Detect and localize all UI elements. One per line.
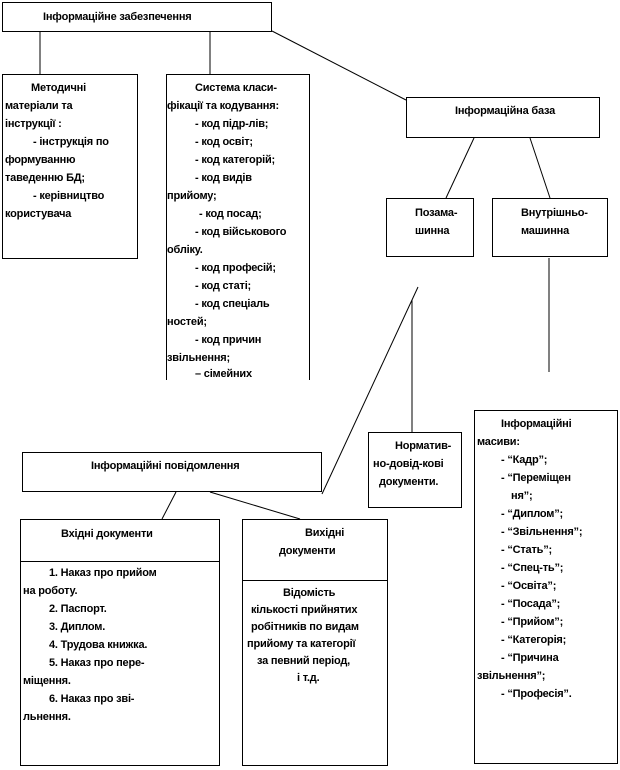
classification-line-4: - код освіт;: [195, 136, 253, 148]
inmachine-box: [492, 198, 608, 257]
input-docs-box: [20, 519, 220, 766]
inmachine-line-1: Внутрішньо-: [521, 207, 588, 219]
arrays-line-10: - “Освіта”;: [501, 580, 557, 592]
classification-line-10: обліку.: [167, 244, 203, 256]
input-docs-line-8: 6. Наказ про зві-: [49, 693, 135, 705]
arrays-line-7: - “Звільнення”;: [501, 526, 583, 538]
root-box: [2, 2, 272, 32]
methodical-line-4: - інструкція по: [33, 136, 109, 148]
normative-line-3: документи.: [379, 476, 439, 488]
arrays-line-9: - “Спец-ть”;: [501, 562, 564, 574]
classification-line-14: ностей;: [167, 316, 207, 328]
arrays-line-2: масиви:: [477, 436, 520, 448]
connector-messages-to-output: [210, 492, 300, 519]
offline-line-1: Позама-: [415, 207, 458, 219]
arrays-line-14: - “Причина: [501, 652, 559, 664]
methodical-line-2: матеріали та: [5, 100, 73, 112]
info-base-box: [406, 97, 600, 138]
classification-line-2: фікації та кодування:: [167, 100, 279, 112]
output-docs-line-4: прийому та категорії: [247, 638, 356, 650]
arrays-line-8: - “Стать”;: [501, 544, 552, 556]
classification-line-16: звільнення;: [167, 352, 230, 364]
input-docs-divider: [21, 561, 219, 562]
connector-info-base-to-offline: [446, 138, 474, 198]
methodical-line-6: таведенню БД;: [5, 172, 85, 184]
classification-line-11: - код професій;: [195, 262, 276, 274]
output-docs-title-1: Вихідні: [305, 527, 345, 539]
output-docs-line-5: за певний період,: [257, 655, 350, 667]
arrays-box: [474, 410, 618, 764]
input-docs-line-5: 4. Трудова книжка.: [49, 639, 148, 651]
classification-line-7: прийому;: [167, 190, 217, 202]
classification-line-17: – сімейних: [195, 368, 252, 380]
classification-line-5: - код категорій;: [195, 154, 275, 166]
input-docs-line-6: 5. Наказ про пере-: [49, 657, 145, 669]
input-docs-line-3: 2. Паспорт.: [49, 603, 107, 615]
messages-title: Інформаційні повідомлення: [91, 460, 240, 472]
methodical-line-5: формуванню: [5, 154, 76, 166]
classification-line-15: - код причин: [195, 334, 262, 346]
connector-messages-to-input: [162, 492, 176, 519]
arrays-line-1: Інформаційні: [501, 418, 572, 430]
input-docs-line-9: льнення.: [23, 711, 71, 723]
arrays-line-12: - “Прийом”;: [501, 616, 564, 628]
arrays-line-15: звільнення”;: [477, 670, 546, 682]
classification-line-8: - код посад;: [199, 208, 262, 220]
output-docs-line-6: і т.д.: [297, 672, 320, 684]
messages-box: [22, 452, 322, 492]
output-docs-box: [242, 519, 388, 766]
info-base-title: Інформаційна база: [455, 105, 556, 117]
output-docs-line-1: Відомість: [283, 587, 336, 599]
input-docs-line-2: на роботу.: [23, 585, 78, 597]
classification-line-6: - код видів: [195, 172, 252, 184]
output-docs-line-2: кількості прийнятих: [251, 604, 358, 616]
classification-line-12: - код статі;: [195, 280, 252, 292]
connector-info-base-to-inmachine: [530, 138, 550, 198]
root-title: Інформаційне забезпечення: [43, 11, 192, 23]
input-docs-line-1: 1. Наказ про прийом: [49, 567, 157, 579]
normative-line-1: Норматив-: [395, 440, 452, 452]
methodical-line-3: інструкції :: [5, 118, 62, 130]
methodical-line-8: користувача: [5, 208, 72, 220]
output-docs-line-3: робітників по видам: [251, 621, 359, 633]
arrays-line-6: - “Диплом”;: [501, 508, 563, 520]
arrays-line-5: ня”;: [511, 490, 533, 502]
classification-line-13: - код спеціаль: [195, 298, 270, 310]
arrays-line-16: - “Професія”.: [501, 688, 572, 700]
normative-line-2: но-довід-кові: [373, 458, 444, 470]
arrays-line-3: - “Кадр”;: [501, 454, 548, 466]
inmachine-line-2: машинна: [521, 225, 570, 237]
offline-box: [386, 198, 474, 257]
arrays-line-11: - “Посада”;: [501, 598, 561, 610]
output-docs-title-2: документи: [279, 545, 336, 557]
normative-box: [368, 432, 462, 508]
offline-line-2: шинна: [415, 225, 450, 237]
input-docs-title: Вхідні документи: [61, 528, 153, 540]
methodical-line-7: - керівництво: [33, 190, 105, 202]
methodical-box: [2, 74, 138, 259]
classification-line-3: - код підр-лів;: [195, 118, 269, 130]
input-docs-line-4: 3. Диплом.: [49, 621, 106, 633]
input-docs-line-7: міщення.: [23, 675, 71, 687]
output-docs-divider: [243, 580, 387, 581]
classification-line-1: Система класи-: [195, 82, 277, 94]
classification-box: [166, 74, 310, 380]
arrays-line-4: - “Переміщен: [501, 472, 571, 484]
arrays-line-13: - “Категорія;: [501, 634, 567, 646]
classification-line-9: - код військового: [195, 226, 287, 238]
methodical-line-1: Методичні: [31, 82, 86, 94]
